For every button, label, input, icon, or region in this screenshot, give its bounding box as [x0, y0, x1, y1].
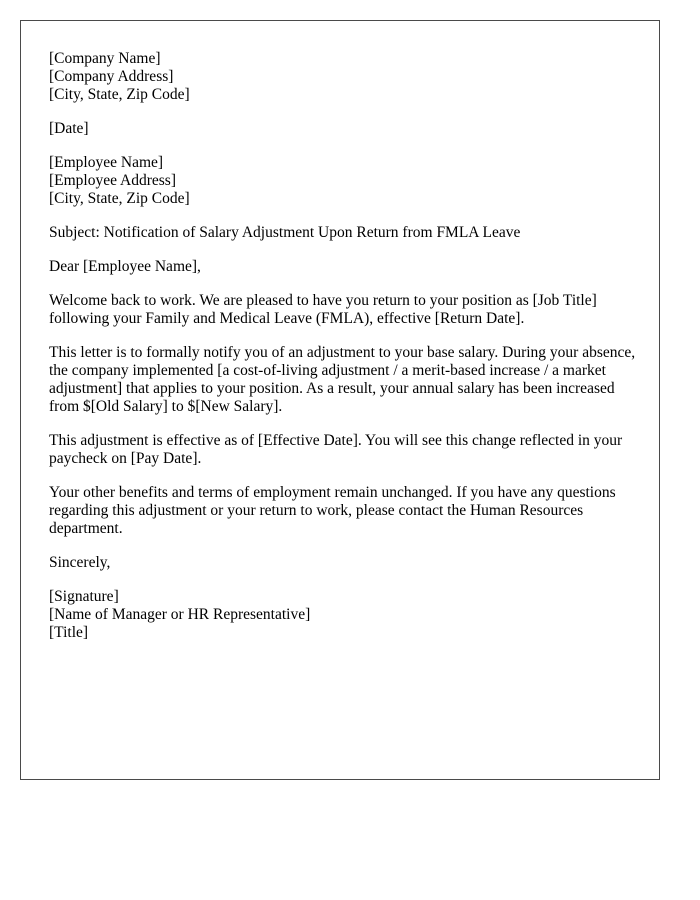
letter-date: [Date]: [49, 120, 89, 137]
recipient-address-block: [49, 154, 639, 208]
letter-page: [20, 20, 660, 780]
date-block: [49, 120, 639, 138]
salutation-block: [49, 258, 639, 276]
paragraph-benefits: Your other benefits and terms of employment remain unchanged. If you have any questions regarding this adjustment or your return to work, please contact the Human Resources department.: [49, 484, 616, 537]
body-paragraph: [49, 344, 639, 416]
employee-city-state-zip: [City, State, Zip Code]: [49, 190, 190, 207]
salutation: Dear [Employee Name],: [49, 258, 201, 275]
employee-address: [Employee Address]: [49, 172, 176, 189]
subject-block: [49, 224, 639, 242]
body-paragraph: [49, 484, 639, 538]
sender-address-block: [49, 50, 639, 104]
closing-block: [49, 554, 639, 572]
subject-line: Subject: Notification of Salary Adjustment Upon Return from FMLA Leave: [49, 224, 521, 241]
signer-name: [Name of Manager or HR Representative]: [49, 606, 311, 623]
paragraph-welcome: Welcome back to work. We are pleased to have you return to your position as [Job Title] following your Family and Medical Leave (FMLA), effective [Return Date].: [49, 292, 597, 327]
paragraph-adjustment: This letter is to formally notify you of an adjustment to your base salary. During your absence, the company implemented [a cost-of-living adjustment / a merit-based increase / a market adjustment] that applies to your position. As a result, your annual salary has been increased from $[Old Salary] to $[New Salary].: [49, 344, 636, 415]
letter-content: [49, 50, 639, 658]
signature-block: [49, 588, 639, 642]
company-city-state-zip: [City, State, Zip Code]: [49, 86, 190, 103]
employee-name: [Employee Name]: [49, 154, 164, 171]
company-name: [Company Name]: [49, 50, 161, 67]
paragraph-effective-date: This adjustment is effective as of [Effective Date]. You will see this change reflected in your paycheck on [Pay Date].: [49, 432, 623, 467]
signature: [Signature]: [49, 588, 119, 605]
body-paragraph: [49, 432, 639, 468]
company-address: [Company Address]: [49, 68, 174, 85]
signer-title: [Title]: [49, 624, 89, 641]
body-paragraph: [49, 292, 639, 328]
closing: Sincerely,: [49, 554, 111, 571]
